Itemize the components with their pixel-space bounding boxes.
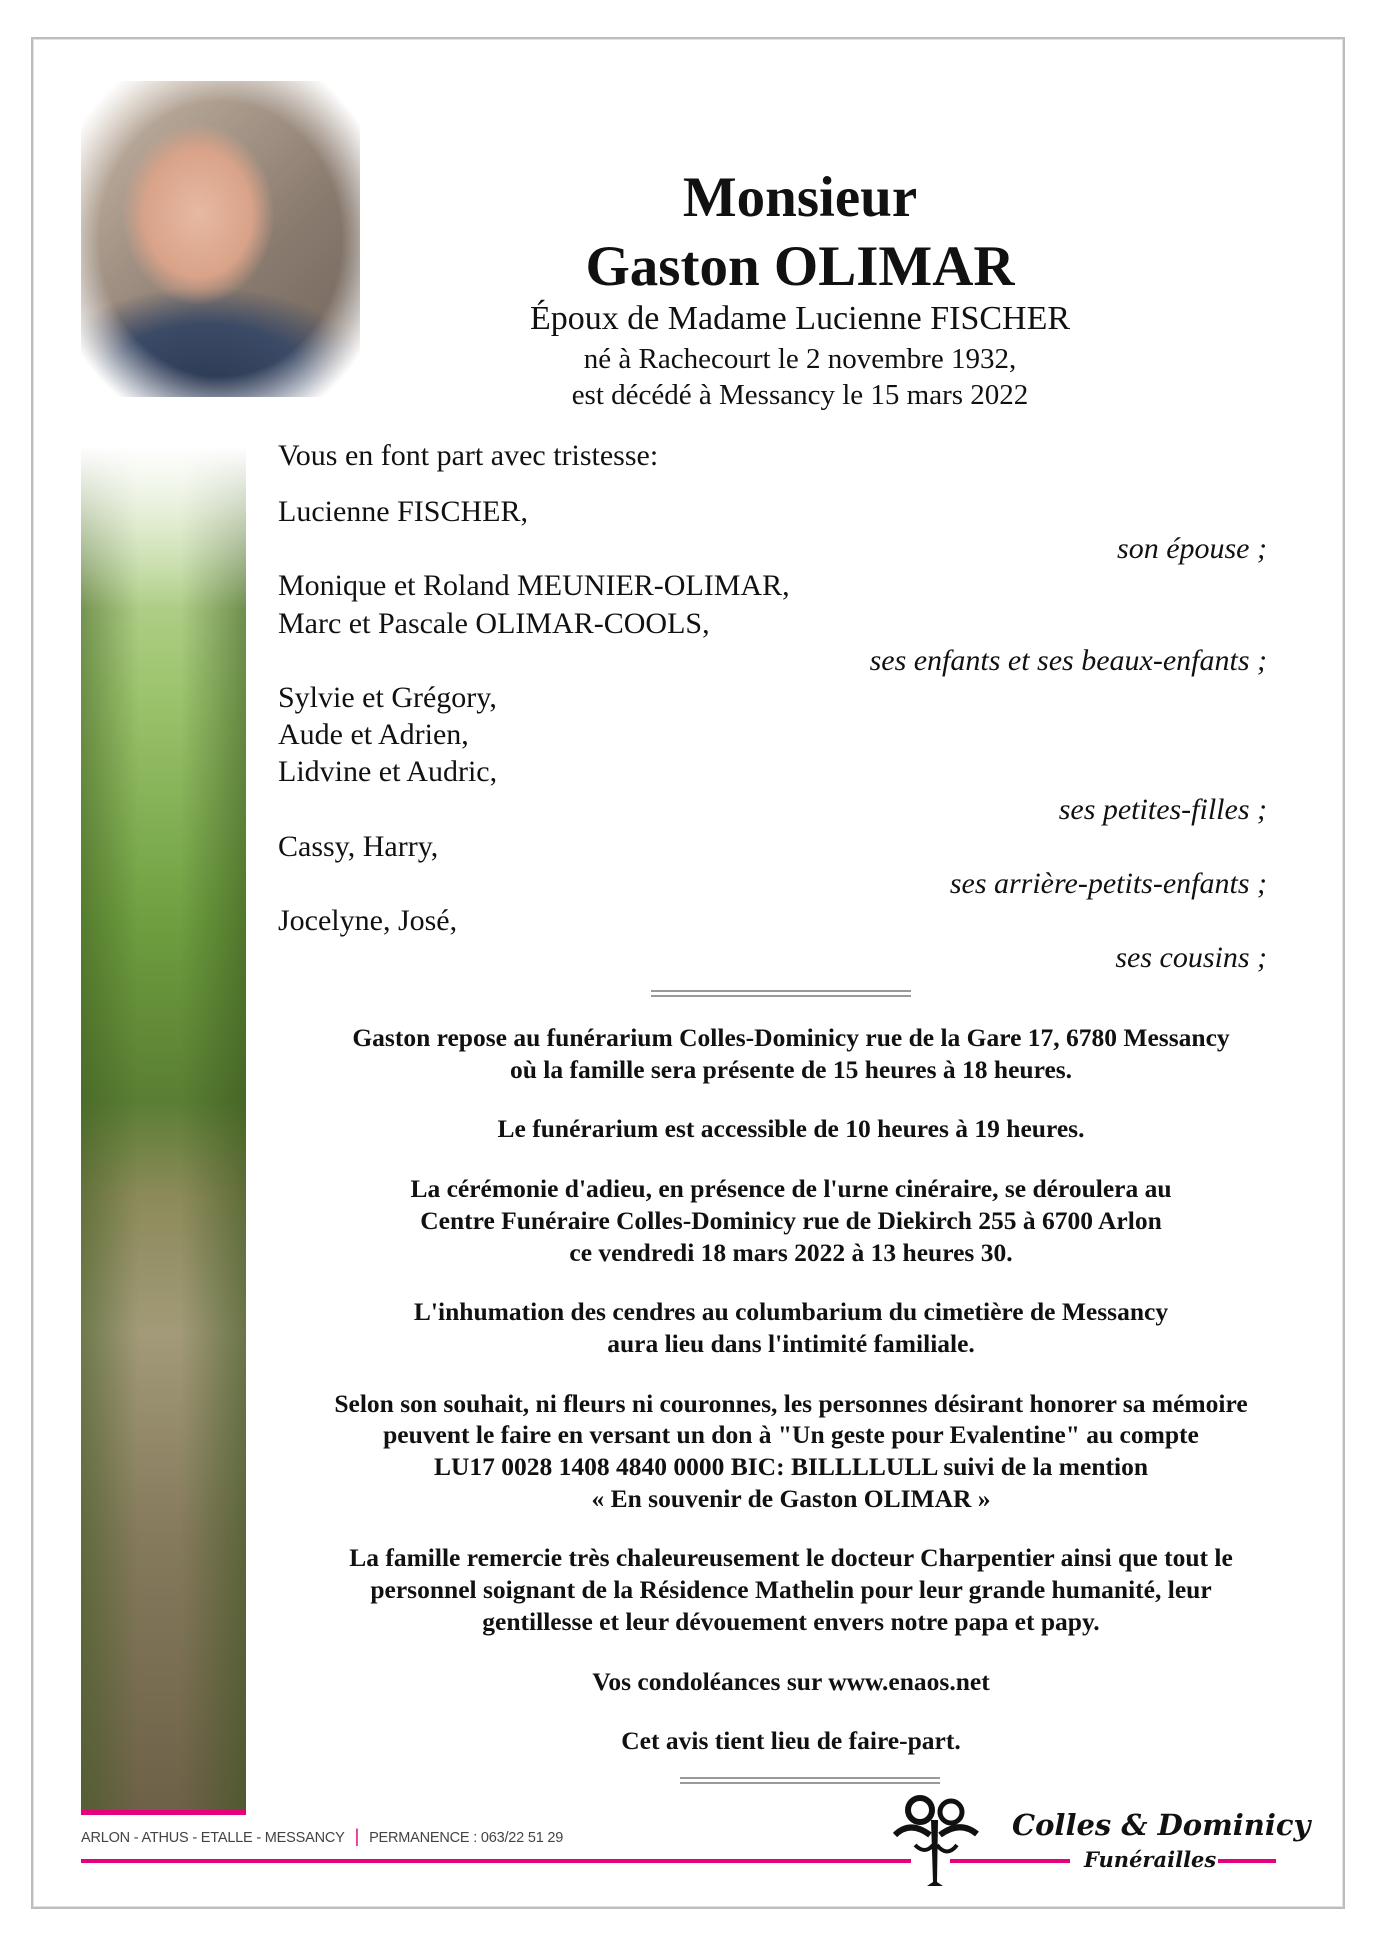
info-line: Centre Funéraire Colles-Dominicy rue de Diekirch 255 à 6700 Arlon	[420, 1205, 1162, 1235]
family-relation: ses cousins ;	[1115, 941, 1267, 975]
footer-contact	[81, 1826, 563, 1847]
info-paragraph	[291, 1725, 1291, 1757]
family-member: Marc et Pascale OLIMAR-COOLS,	[278, 606, 710, 640]
info-paragraph	[291, 1542, 1291, 1637]
family-relation: ses enfants et ses beaux-enfants ;	[869, 643, 1267, 677]
forest-path-image	[81, 446, 246, 1810]
footer-line	[81, 1859, 911, 1863]
family-member: Cassy, Harry,	[278, 829, 439, 863]
family-member: Sylvie et Grégory,	[278, 681, 497, 714]
info-line: personnel soignant de la Résidence Mathelin pour leur grande humanité, leur	[370, 1575, 1212, 1605]
salutation: Monsieur	[682, 166, 918, 229]
info-line: « En souvenir de Gaston OLIMAR »	[591, 1483, 991, 1513]
ceremony-info	[291, 1022, 1291, 1785]
info-line: Gaston repose au funérarium Colles-Dominicy rue de la Gare 17, 6780 Messancy	[352, 1023, 1230, 1052]
info-line: peuvent le faire en versant un don à "Un geste pour Evalentine" au compte	[383, 1420, 1199, 1450]
info-paragraph	[291, 1022, 1291, 1085]
family-relation: ses petites-filles ;	[1058, 792, 1267, 826]
family-member: Monique et Roland MEUNIER-OLIMAR,	[278, 569, 790, 603]
footer-locations: ARLON - ATHUS - ETALLE - MESSANCY	[81, 1830, 345, 1846]
info-paragraph	[291, 1296, 1291, 1359]
death-line: est décédé à Messancy le 15 mars 2022	[571, 379, 1029, 411]
footer-separator: |	[354, 1826, 360, 1846]
info-line: Le funérarium est accessible de 10 heures à 19 heures.	[497, 1114, 1085, 1144]
info-line: aura lieu dans l'intimité familiale.	[607, 1328, 975, 1358]
divider	[680, 1777, 940, 1784]
info-paragraph	[291, 1666, 1291, 1698]
family-intro: Vous en font part avec tristesse:	[278, 439, 659, 472]
tree-logo-icon	[885, 1790, 985, 1890]
footer-permanence: PERMANENCE : 063/22 51 29	[369, 1830, 564, 1846]
birth-line: né à Rachecourt le 2 novembre 1932,	[583, 343, 1017, 375]
info-line: LU17 0028 1408 4840 0000 BIC: BILLLLULL suivi de la mention	[433, 1452, 1149, 1482]
info-line: La famille remercie très chaleureusement le docteur Charpentier ainsi que tout le	[349, 1543, 1233, 1573]
info-line: où la famille sera présente de 15 heures à 18 heures.	[509, 1054, 1073, 1084]
info-line: L'inhumation des cendres au columbarium du cimetière de Messancy	[413, 1297, 1169, 1327]
family-relation: son épouse ;	[1117, 532, 1267, 566]
family-relation: ses arrière-petits-enfants ;	[949, 867, 1267, 900]
info-line: Selon son souhait, ni fleurs ni couronnes, les personnes désirant honorer sa mémoire	[334, 1388, 1248, 1418]
family-member: Lucienne FISCHER,	[278, 495, 528, 528]
family-member: Aude et Adrien,	[278, 718, 469, 752]
family-member: Jocelyne, José,	[278, 904, 458, 938]
info-paragraph	[291, 1113, 1291, 1145]
spouse-line: Époux de Madame Lucienne FISCHER	[529, 300, 1071, 337]
info-paragraph	[291, 1173, 1291, 1268]
info-line: gentillesse et leur dévouement envers notre papa et papy.	[482, 1606, 1100, 1636]
logo-name: Colles & Dominicy	[1012, 1808, 1311, 1842]
info-line: La cérémonie d'adieu, en présence de l'urne cinéraire, se déroulera au	[410, 1174, 1172, 1204]
portrait-photo	[81, 81, 360, 397]
logo-subtitle: Funérailles	[1084, 1847, 1217, 1872]
deceased-name: Gaston OLIMAR	[585, 235, 1015, 298]
info-paragraph	[291, 1388, 1291, 1515]
divider	[651, 990, 911, 997]
info-line: ce vendredi 18 mars 2022 à 13 heures 30.	[569, 1237, 1013, 1267]
accent-line	[81, 1810, 246, 1815]
footer-line	[1218, 1859, 1276, 1863]
info-line: Cet avis tient lieu de faire-part.	[621, 1726, 961, 1756]
info-line: Vos condoléances sur www.enaos.net	[592, 1666, 990, 1696]
family-member: Lidvine et Audric,	[278, 755, 498, 789]
